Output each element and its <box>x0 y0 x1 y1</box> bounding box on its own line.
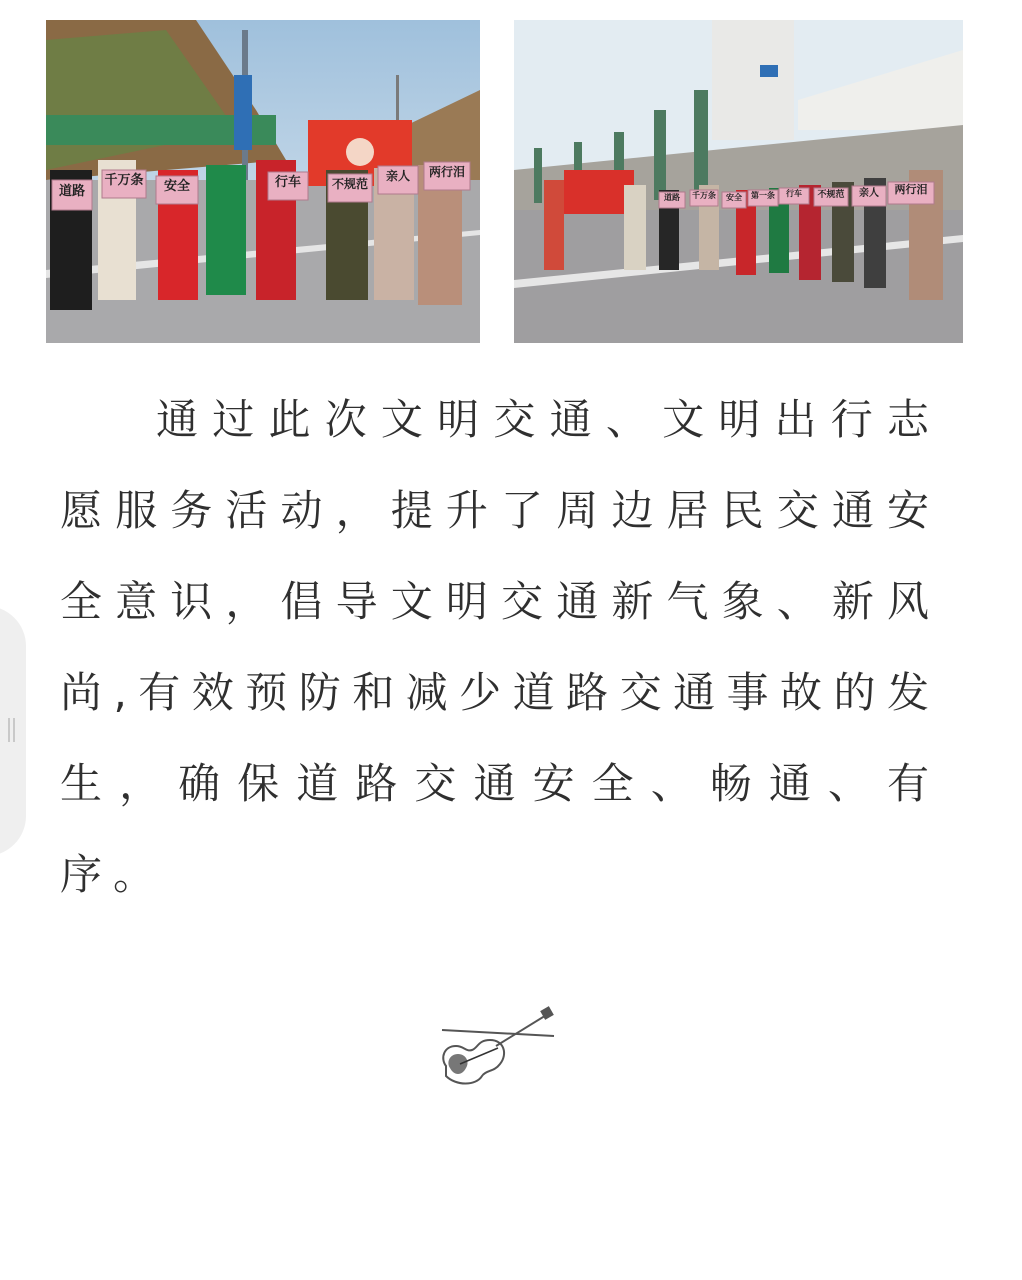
violin-icon <box>438 1006 558 1090</box>
group-photo-right <box>514 20 963 343</box>
sign-text: 两行泪 <box>894 183 928 196</box>
side-drawer-handle[interactable] <box>0 606 26 856</box>
sign-text: 亲人 <box>859 188 879 199</box>
grip-line <box>8 718 10 742</box>
article-paragraph: 通过此次文明交通、文明出行志愿服务活动，提升了周边居民交通安全意识，倡导文明交通新气象、新风尚,有效预防和减少道路交通事故的发生，确保道路交通安全、畅通、有序。 <box>60 395 940 899</box>
sign-text: 第一条 <box>751 191 775 200</box>
sign-text: 安全 <box>726 193 742 202</box>
sign-text: 不规范 <box>817 190 845 200</box>
sign-text: 安全 <box>163 179 191 194</box>
sign-text: 两行泪 <box>428 165 466 179</box>
sign-text: 行车 <box>786 189 802 198</box>
sign-text: 千万条 <box>104 173 144 188</box>
sign-text: 道路 <box>664 193 680 202</box>
sign-text: 行车 <box>274 175 302 190</box>
grip-line <box>13 718 15 742</box>
sign-text: 亲人 <box>385 169 411 183</box>
sign-text: 千万条 <box>692 191 716 200</box>
sign-text: 不规范 <box>331 177 369 191</box>
sign-text: 道路 <box>58 184 86 199</box>
group-photo-left <box>46 20 480 343</box>
